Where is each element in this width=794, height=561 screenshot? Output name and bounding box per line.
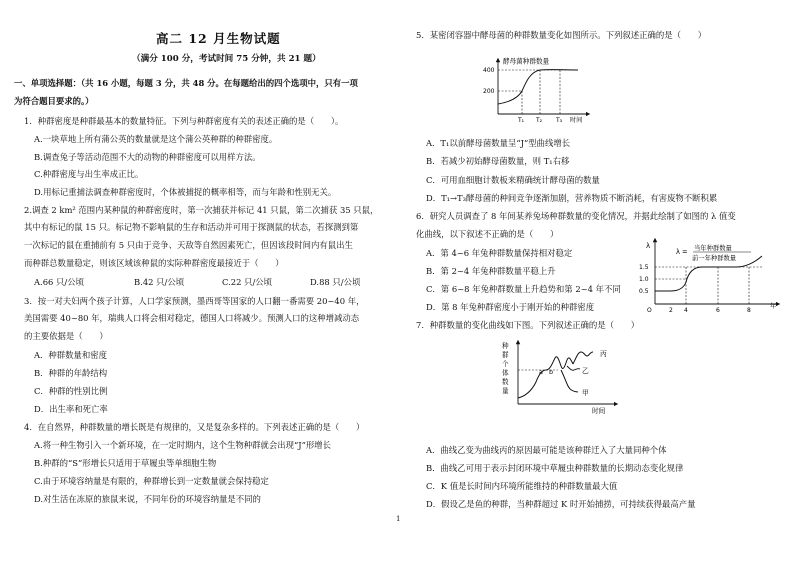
- fig7-xlabel: 时间: [592, 407, 606, 415]
- fig7-ylabel-6: 量: [502, 387, 509, 395]
- q7-stem: 7．种群数量的变化曲线如下图。下列叙述正确的是（ ）: [416, 320, 640, 330]
- q3-option-d[interactable]: D．出生率和死亡率: [34, 404, 108, 414]
- q3-line3: 的主要依据是（ ）: [24, 331, 108, 341]
- fig5-xtick-t3: T₃: [556, 117, 563, 124]
- fig7-ylabel-4: 体: [502, 369, 509, 377]
- section1-heading-line1: 一、单项选择题：（共 16 小题，每题 3 分，共 48 分。在每题给出的四个选项中，只有一项: [14, 78, 358, 88]
- q1-option-c[interactable]: C.种群密度与出生率成正比。: [34, 169, 144, 179]
- fig7-label-jia: 甲: [582, 389, 589, 397]
- q5-option-d[interactable]: D．T₁→T₃酵母菌的种间竞争逐渐加剧，营养物质不断消耗，有害废物不断积累: [426, 193, 718, 203]
- q3-line1: 3．按一对夫妇两个孩子计算，人口学家预测，墨西哥等国家的人口翻一番需要 20~40 年，: [24, 296, 365, 306]
- section1-heading-line2: 为符合题目要求的。）: [14, 96, 94, 106]
- fig6-xtick-8: 8: [747, 307, 751, 314]
- q5-figure: [470, 56, 610, 126]
- fig5-xtick-t1: T₁: [518, 117, 525, 124]
- q2-option-b[interactable]: B.42 只/公顷: [134, 277, 185, 287]
- q2-line2: 其中有标记的鼠 15 只。标记物不影响鼠的生存和活动并可用于探测鼠的状态，若探测到第: [24, 222, 359, 232]
- fig7-curve-yi: [567, 366, 580, 370]
- q1-option-a[interactable]: A.一块草地上所有蒲公英的数量就是这个蒲公英种群的种群密度。: [34, 134, 278, 144]
- fig7-label-b: b: [549, 368, 554, 376]
- q6-option-a[interactable]: A．第 4~6 年兔种群数量保持相对稳定: [426, 248, 573, 258]
- fig6-formula-den: 前一年种群数量: [692, 255, 737, 262]
- fig6-xtick-6: 6: [716, 307, 720, 314]
- fig6-ytick-15: 1.5: [639, 264, 649, 271]
- fig7-curve-jia: [561, 370, 578, 392]
- q3-option-c[interactable]: C．种群的性别比例: [34, 386, 108, 396]
- fig5-ylabel: 酵母菌种群数量: [503, 57, 550, 66]
- page-title: 高二 12 月生物试题: [156, 31, 281, 46]
- fig6-ylabel: λ: [646, 242, 651, 250]
- fig7-ylabel-3: 个: [502, 360, 509, 368]
- q6-figure: [636, 236, 786, 314]
- fig6-xtick-2: 2: [669, 307, 673, 314]
- q4-option-a[interactable]: A.将一种生物引入一个新环境，在一定时期内，这个生物种群就会出现“J”形增长: [34, 440, 332, 450]
- q5-option-c[interactable]: C．可用血细胞计数板来精确统计酵母菌的数量: [426, 175, 600, 185]
- q7-option-c[interactable]: C．K 值是长时间内环境所能维持的种群数量最大值: [426, 481, 618, 491]
- q2-line1: 2.调查 2 km² 范围内某种鼠的种群密度时，第一次捕获并标记 41 只鼠，第二次捕获 35 只鼠，: [24, 205, 379, 215]
- exam-info: （满分 100 分，考试时间 75 分钟，共 21 题）: [132, 54, 321, 64]
- q5-option-a[interactable]: A．T₁以前酵母菌数量呈“J”型曲线增长: [426, 138, 571, 148]
- q6-option-b[interactable]: B．第 2~4 年兔种群数量平稳上升: [426, 266, 556, 276]
- q3-option-a[interactable]: A．种群数量和密度: [34, 350, 108, 360]
- fig6-xtick-4: 4: [684, 307, 688, 314]
- q4-option-d[interactable]: D.对生活在冻原的旅鼠来说，不同年份的环境容纳量是不同的: [34, 494, 261, 504]
- q4-option-c[interactable]: C.由于环境容纳量是有限的，种群增长到一定数量就会保持稳定: [34, 476, 269, 486]
- q3-option-b[interactable]: B．种群的年龄结构: [34, 368, 108, 378]
- q3-line2: 美国需要 40~80 年，瑞典人口将会相对稳定，德国人口将减少。预测人口的这种增减动态: [24, 313, 360, 323]
- fig5-curve: [498, 70, 578, 104]
- q2-option-c[interactable]: C.22 只/公顷: [222, 277, 273, 287]
- q7-option-a[interactable]: A．曲线乙变为曲线丙的原因最可能是该种群迁入了大量同种个体: [426, 445, 667, 455]
- fig6-xtick-o: O: [647, 307, 652, 314]
- q6-option-c[interactable]: C．第 6~8 年兔种群数量上升趋势和第 2~4 年不同: [426, 284, 621, 294]
- q7-option-b[interactable]: B．曲线乙可用于表示封闭环境中草履虫种群数量的长期动态变化规律: [426, 463, 684, 473]
- q6-line1: 6．研究人员调查了 8 年间某养兔场种群数量的变化情况，并据此绘制了如图的 λ 值变: [416, 211, 736, 221]
- fig7-label-a: a: [539, 368, 543, 376]
- q6-option-d[interactable]: D．第 8 年兔种群密度小于刚开始的种群密度: [426, 302, 595, 312]
- q2-line3: 一次标记的鼠在重捕前有 5 只由于竞争、天敌等自然因素死亡，但因该段时间内有鼠出生: [24, 240, 353, 250]
- fig7-ylabel-2: 群: [502, 351, 509, 359]
- q2-option-a[interactable]: A.66 只/公顷: [34, 277, 84, 287]
- q7-figure: [492, 336, 632, 416]
- fig5-xlabel: 时间: [570, 117, 583, 124]
- q5-option-b[interactable]: B．若减少初始酵母菌数量，则 T₁右移: [426, 156, 570, 166]
- fig7-ylabel-1: 种: [502, 342, 509, 350]
- fig7-ylabel-5: 数: [502, 378, 509, 386]
- page-number: 1: [396, 515, 401, 523]
- q1-option-d[interactable]: D.用标记重捕法调查种群密度时，个体被捕捉的概率相等，而与年龄和性别无关。: [34, 187, 337, 197]
- q7-option-d[interactable]: D．假设乙是鱼的种群，当种群超过 K 时开始捕捞，可持续获得最高产量: [426, 499, 696, 509]
- fig7-label-yi: 乙: [582, 367, 589, 375]
- fig6-ytick-10: 1.0: [639, 276, 649, 283]
- q2-line4: 而种群总数量稳定，则该区域该种鼠的实际种群密度最接近于（ ）: [24, 258, 284, 268]
- fig6-formula-lhs: λ =: [676, 248, 688, 256]
- fig6-xlabel: 年: [770, 303, 777, 310]
- fig6-ytick-05: 0.5: [639, 288, 649, 295]
- q4-stem: 4．在自然界，种群数量的增长既是有规律的，又是复杂多样的。下列表述正确的是（ ）: [24, 422, 365, 432]
- fig7-curve-bing: [573, 352, 593, 364]
- fig5-ytick-400: 400: [483, 67, 495, 74]
- q1-option-b[interactable]: B.调查兔子等活动范围不大的动物的种群密度可以用样方法。: [34, 152, 261, 162]
- q2-option-d[interactable]: D.88 只/公顷: [310, 277, 361, 287]
- fig6-formula-num: 当年种群数量: [694, 245, 732, 252]
- q4-option-b[interactable]: B.种群的“S”形增长只适用于草履虫等单细胞生物: [34, 458, 217, 468]
- fig5-xtick-t2: T₂: [536, 117, 543, 124]
- q1-stem: 1．种群密度是种群最基本的数量特征。下列与种群密度有关的表述正确的是（ ）。: [24, 116, 344, 126]
- q6-line2: 化曲线，以下叙述不正确的是（ ）: [416, 229, 559, 239]
- q5-stem: 5．某密闭容器中酵母菌的种群数量变化如图所示。下列叙述正确的是（ ）: [416, 30, 707, 40]
- fig5-ytick-200: 200: [483, 88, 495, 95]
- fig7-label-bing: 丙: [600, 350, 607, 358]
